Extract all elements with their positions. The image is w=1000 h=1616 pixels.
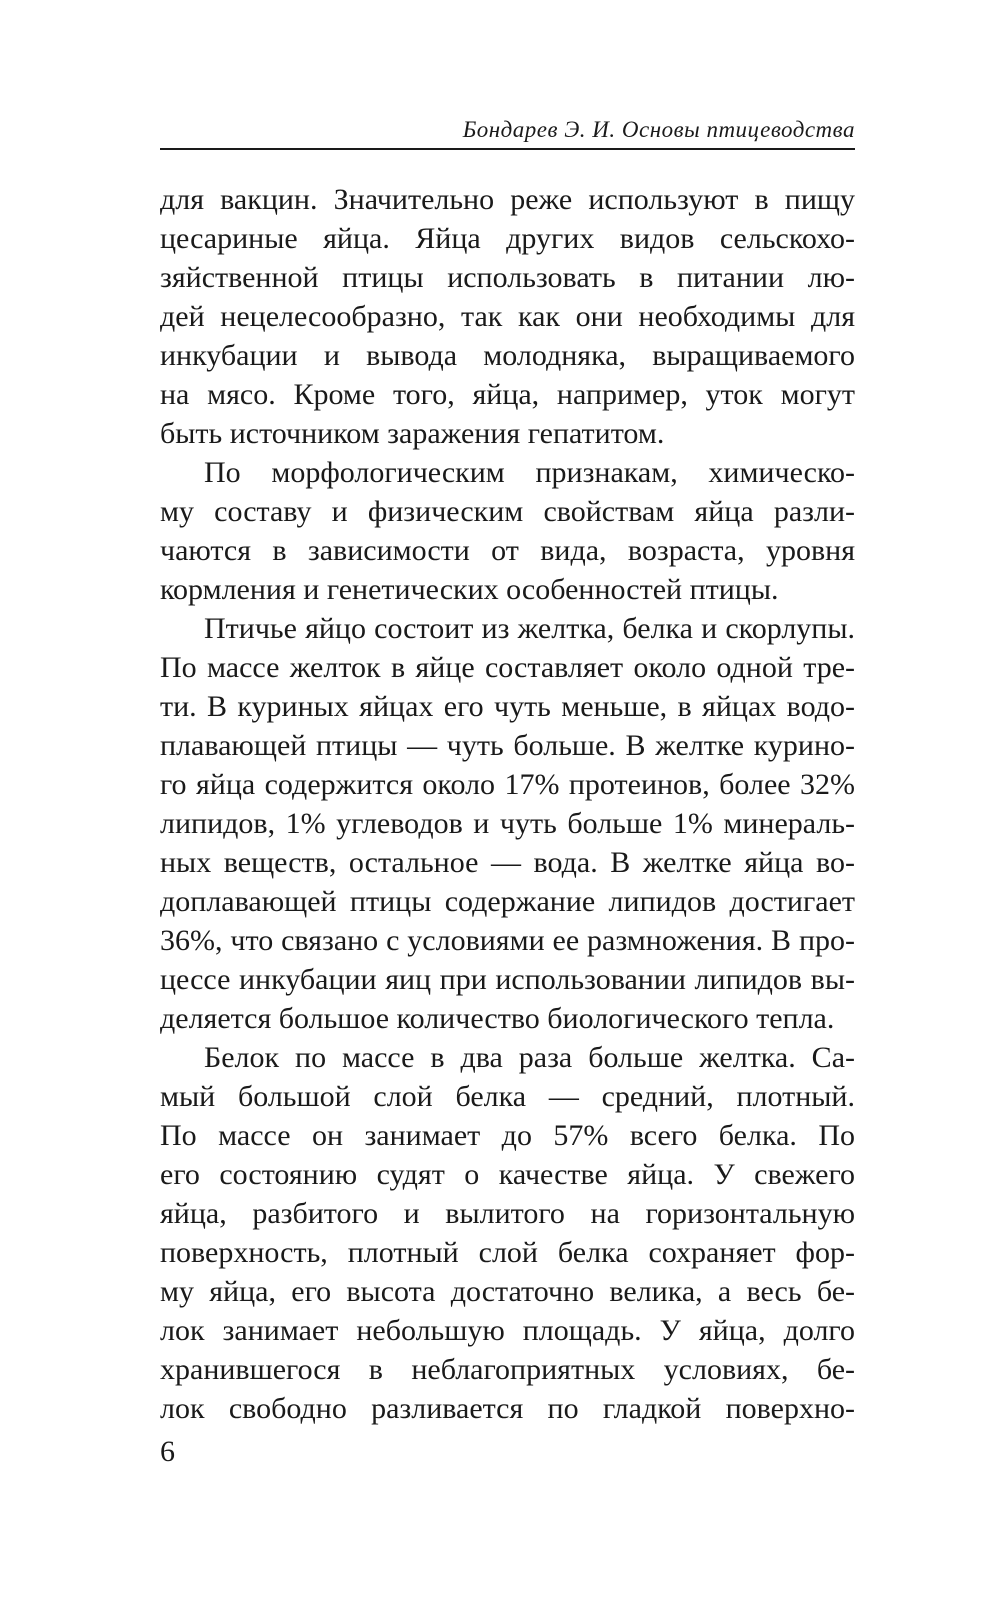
text-line: липидов, 1% углеводов и чуть больше 1% минераль- [160,807,855,840]
text-line: ных веществ, остальное — вода. В желтке яйца во- [160,846,855,879]
text-line: цесариные яйца. Яйца других видов сельскохо- [160,222,855,255]
text-line: По массе он занимает до 57% всего белка. По [160,1119,855,1152]
text-line: на мясо. Кроме того, яйца, например, уток могут [160,378,855,411]
text-line: для вакцин. Значительно реже используют в пищу [160,183,855,216]
text-line: Птичье яйцо состоит из желтка, белка и скорлупы. [204,612,855,645]
running-head [160,110,855,150]
page-number: 6 [160,1435,175,1468]
text-line: цессе инкубации яиц при использовании липидов вы- [160,963,855,996]
text-line: плавающей птицы — чуть больше. В желтке курино- [160,729,855,762]
text-line: быть источником заражения гепатитом. [160,417,665,450]
text-line: му составу и физическим свойствам яйца разли- [160,495,855,528]
text-line: Белок по массе в два раза больше желтка. Са- [204,1041,855,1074]
text-line: его состоянию судят о качестве яйца. У свежего [160,1158,855,1191]
text-line: По массе желток в яйце составляет около одной тре- [160,651,855,684]
text-line: 36%, что связано с условиями ее размножения. В про- [160,924,855,957]
text-line: мый большой слой белка — средний, плотный. [160,1080,855,1113]
text-line: инкубации и вывода молодняка, выращиваемого [160,339,855,372]
text-line: хранившегося в неблагоприятных условиях, бе- [160,1353,855,1386]
text-line: поверхность, плотный слой белка сохраняет фор- [160,1236,855,1269]
text-line: го яйца содержится около 17% протеинов, более 32% [160,768,855,801]
text-line: По морфологическим признакам, химическо- [204,456,855,489]
body-text [160,180,855,1428]
text-line: лок занимает небольшую площадь. У яйца, долго [160,1314,855,1347]
text-line: ти. В куриных яйцах его чуть меньше, в яйцах водо- [160,690,855,723]
text-line: деляется большое количество биологического тепла. [160,1002,835,1035]
text-line: лок свободно разливается по гладкой поверхно- [160,1392,855,1425]
text-line: дей нецелесообразно, так как они необходимы для [160,300,855,333]
text-line: яйца, разбитого и вылитого на горизонтальную [160,1197,855,1230]
text-line: зяйственной птицы использовать в питании лю- [160,261,855,294]
text-line: чаются в зависимости от вида, возраста, уровня [160,534,855,567]
text-line: му яйца, его высота достаточно велика, а весь бе- [160,1275,855,1308]
running-head-title: Бондарев Э. И. Основы птицеводства [462,117,855,142]
text-line: доплавающей птицы содержание липидов достигает [160,885,855,918]
text-line: кормления и генетических особенностей птицы. [160,573,779,606]
